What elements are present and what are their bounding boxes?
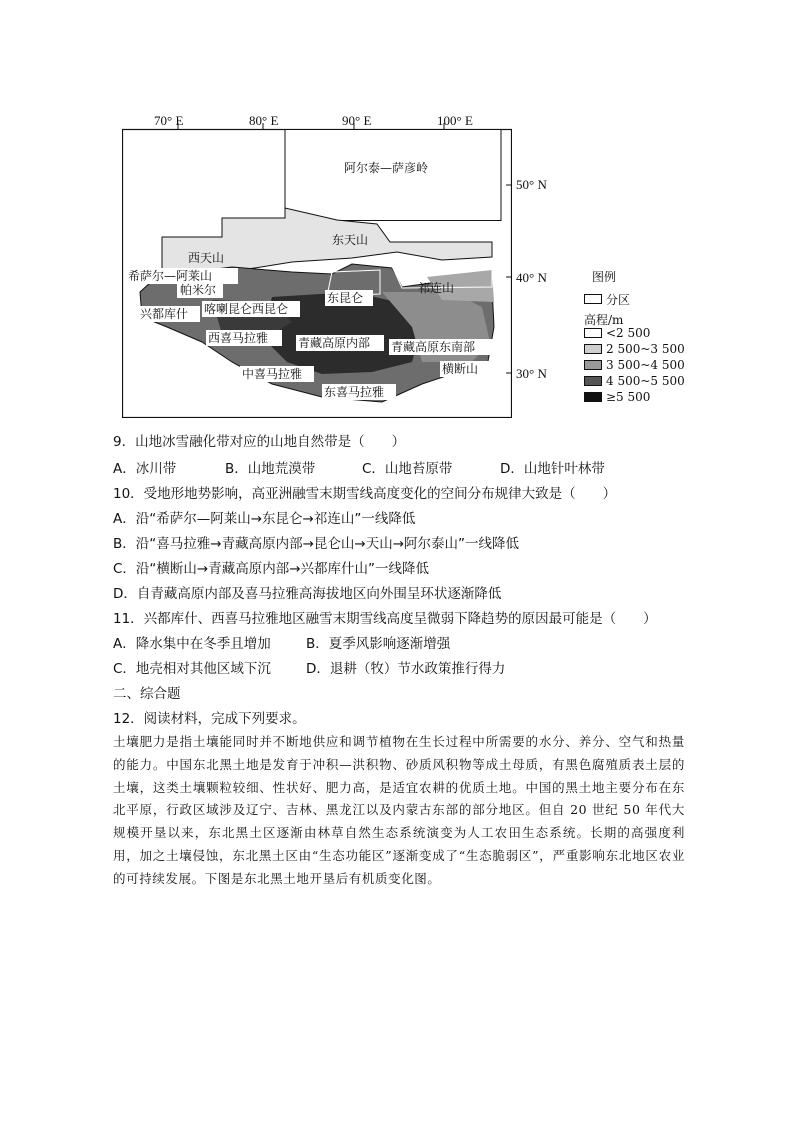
q9-option-a[interactable]: A．冰川带 bbox=[113, 461, 177, 477]
lon-tick-90: 90° E bbox=[342, 113, 372, 128]
q11-option-c[interactable]: C．地壳相对其他区域下沉 bbox=[113, 661, 271, 677]
q10-option-c[interactable]: C．沿“横断山→青藏高原内部→兴都库什山”一线降低 bbox=[113, 561, 430, 577]
high-asia-map bbox=[122, 112, 512, 418]
label-west-himalaya: 西喜马拉雅 bbox=[208, 331, 269, 345]
legend-class-1 bbox=[584, 326, 650, 340]
label-hissar-alai: 希萨尔—阿莱山 bbox=[128, 269, 213, 283]
label-karakoram-west-kunlun: 喀喇昆仑西昆仑 bbox=[204, 302, 289, 316]
legend-elev-title: 高程/m bbox=[584, 313, 624, 327]
legend-class-4 bbox=[584, 374, 685, 388]
label-east-kunlun: 东昆仑 bbox=[327, 291, 364, 305]
label-hengduan: 横断山 bbox=[442, 362, 479, 376]
label-east-tianshan: 东天山 bbox=[332, 233, 369, 247]
label-west-tianshan: 西天山 bbox=[188, 251, 225, 265]
q9-option-c[interactable]: C．山地苔原带 bbox=[362, 461, 453, 477]
region-altai bbox=[285, 130, 501, 221]
legend-class-label-5: ≥5 500 bbox=[606, 390, 651, 404]
q10-option-d[interactable]: D．自青藏高原内部及喜马拉雅高海拔地区向外围呈环状逐渐降低 bbox=[113, 586, 502, 602]
q12-passage: 土壤肥力是指土壤能同时并不断地供应和调节植物在生长过程中所需要的水分、养分、空气和热量的能力。中国东北黑土地是发育于冲积—洪积物、砂质风积物等成土母质，有黑色腐殖质表土层的土壤，这类土壤颗粒较细、性状好、肥力高，是适宜农耕的优质土地。中国的黑土地主要分布在东北平原，行政区域涉及辽宁、吉林、黑龙江以及内蒙古东部的部分地区。但自 20 世纪 50 年代大规模开垦以来，东北黑土区逐渐由林草自然生态系统演变为人工农田生态系统。长期的高强度利用，加之土壤侵蚀，东北黑土区由“生态功能区”逐渐变成了“生态脆弱区”，严重影响东北地区农业的可持续发展。下图是东北黑土地开垦后有机质变化图。 bbox=[113, 734, 685, 886]
legend-swatch-4 bbox=[584, 376, 602, 386]
q11-option-d[interactable]: D．退耕（牧）节水政策推行得力 bbox=[306, 661, 506, 677]
label-hindu-kush: 兴都库什 bbox=[140, 307, 189, 321]
q11-stem: 11．兴都库什、西喜马拉雅地区融雪末期雪线高度呈微弱下降趋势的原因最可能是（ ） bbox=[113, 611, 657, 627]
lat-tick-30: 30° N bbox=[516, 366, 547, 381]
q9-option-d[interactable]: D．山地针叶林带 bbox=[500, 461, 605, 477]
legend-title: 图例 bbox=[592, 270, 617, 284]
map-legend bbox=[584, 268, 694, 408]
label-se-plateau: 青藏高原东南部 bbox=[391, 340, 476, 354]
lon-tick-80: 80° E bbox=[249, 113, 279, 128]
legend-class-5 bbox=[584, 390, 650, 404]
map-svg bbox=[122, 112, 512, 418]
q11-option-b[interactable]: B．夏季风影响逐渐增强 bbox=[306, 636, 451, 652]
legend-class-label-4: 4 500~5 500 bbox=[606, 374, 685, 388]
label-east-himalaya: 东喜马拉雅 bbox=[324, 385, 385, 399]
lon-tick-100: 100° E bbox=[437, 113, 473, 128]
lat-tick-40: 40° N bbox=[516, 270, 547, 285]
legend-swatch-2 bbox=[584, 344, 602, 354]
legend-swatch-1 bbox=[584, 328, 602, 338]
legend-class-2 bbox=[584, 342, 685, 356]
legend-zone-label: 分区 bbox=[606, 292, 631, 307]
legend-zone-swatch bbox=[584, 294, 602, 304]
q11-option-a[interactable]: A．降水集中在冬季且增加 bbox=[113, 636, 271, 652]
q10-option-b[interactable]: B．沿“喜马拉雅→青藏高原内部→昆仑山→天山→阿尔泰山”一线降低 bbox=[113, 536, 519, 552]
q10-stem: 10．受地形地势影响，高亚洲融雪末期雪线高度变化的空间分布规律大致是（ ） bbox=[113, 486, 617, 502]
legend-class-3 bbox=[584, 358, 685, 372]
label-qilian: 祁连山 bbox=[418, 281, 455, 295]
lon-tick-70: 70° E bbox=[154, 113, 184, 128]
q10-option-a[interactable]: A．沿“希萨尔—阿莱山→东昆仑→祁连山”一线降低 bbox=[113, 511, 416, 527]
label-pamir: 帕米尔 bbox=[180, 283, 217, 297]
legend-zone bbox=[584, 292, 630, 306]
legend-swatch-5 bbox=[584, 392, 602, 402]
q9-stem: 9．山地冰雪融化带对应的山地自然带是（ ） bbox=[113, 434, 406, 450]
label-central-himalaya: 中喜马拉雅 bbox=[242, 367, 303, 381]
label-altai: 阿尔泰—萨彦岭 bbox=[344, 161, 429, 175]
lat-tick-50: 50° N bbox=[516, 177, 547, 192]
label-inner-plateau: 青藏高原内部 bbox=[298, 336, 371, 350]
legend-class-label-3: 3 500~4 500 bbox=[606, 358, 685, 372]
legend-swatch-3 bbox=[584, 360, 602, 370]
q9-option-b[interactable]: B．山地荒漠带 bbox=[225, 461, 316, 477]
section-heading: 二、综合题 bbox=[113, 686, 181, 702]
legend-class-label-1: <2 500 bbox=[606, 326, 651, 340]
q12-stem: 12．阅读材料，完成下列要求。 bbox=[113, 711, 306, 727]
legend-class-label-2: 2 500~3 500 bbox=[606, 342, 685, 356]
